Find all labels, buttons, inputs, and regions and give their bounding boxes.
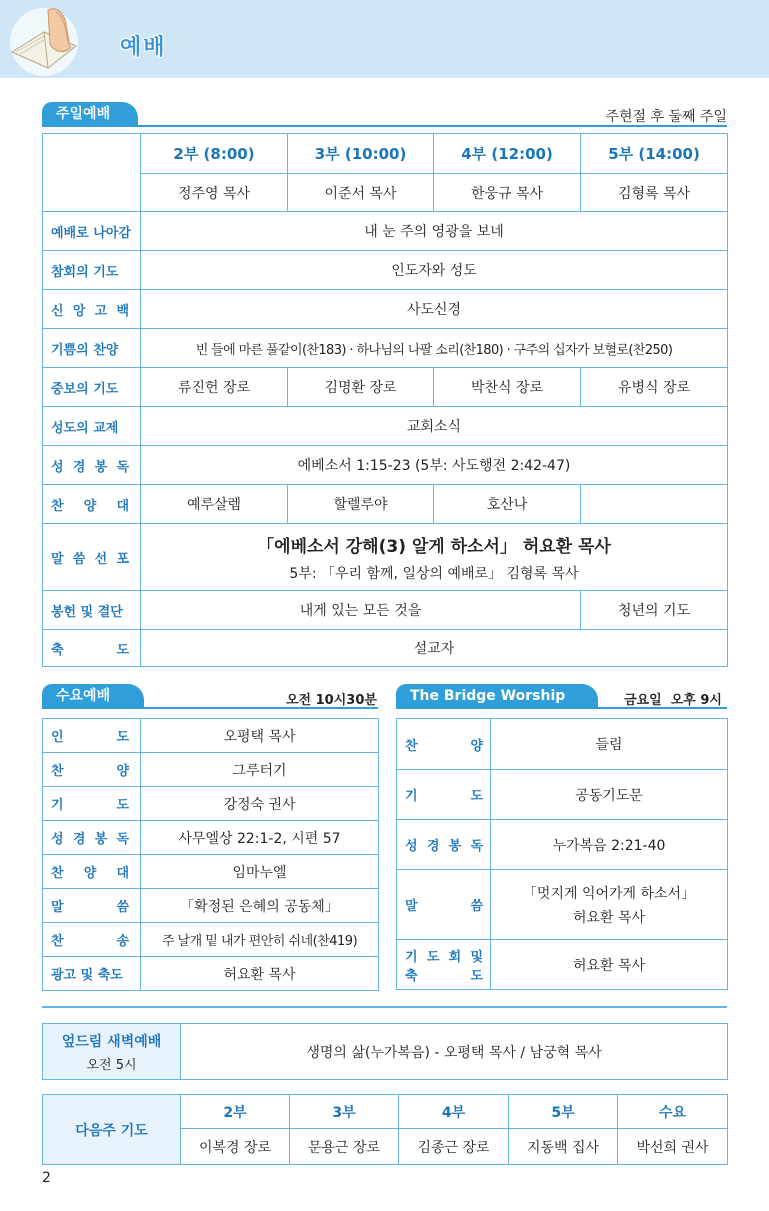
row-label — [43, 524, 141, 591]
row-label — [43, 923, 141, 957]
dawn-worship-table — [42, 1023, 728, 1080]
row-label: 기쁨의 찬양 — [43, 329, 141, 368]
choir-name: 호산나 — [434, 485, 581, 524]
offering-value-2: 청년의 기도 — [581, 591, 728, 630]
confession-value: 인도자와 성도 — [141, 251, 728, 290]
service-time: 4부 (12:00) — [434, 134, 581, 174]
hymn-value: 주 날개 밑 내가 편안히 쉬네(찬419) — [141, 923, 379, 957]
row-label — [397, 719, 491, 770]
row-label: 예배로 나아감 — [43, 212, 141, 251]
row-label — [397, 820, 491, 870]
fellowship-value: 교회소식 — [141, 407, 728, 446]
sermon-label: 말 씀 — [405, 899, 483, 914]
service-time: 5부 (14:00) — [581, 134, 728, 174]
dawn-label-cell — [43, 1024, 181, 1080]
scripture-value: 에베소서 1:15-23 (5부: 사도행전 2:42-47) — [141, 446, 728, 485]
choir-name: 예루살렘 — [141, 485, 288, 524]
scripture-label: 성 경 봉 독 — [405, 839, 483, 854]
prayer-value: 공동기도문 — [491, 770, 728, 820]
praise-label: 찬 양 — [405, 738, 483, 754]
bridge-time: 금요일 오후 9시 — [624, 693, 722, 708]
next-week-label: 다음주 기도 — [43, 1095, 181, 1165]
scripture-value: 사무엘상 22:1-2, 시편 57 — [141, 821, 379, 855]
sermon-speaker: 허요환 목사 — [572, 909, 646, 926]
row-label — [43, 855, 141, 889]
service-pastor: 이준서 목사 — [288, 174, 434, 212]
sunday-worship-table — [42, 133, 728, 667]
service-column: 3부 — [290, 1095, 399, 1129]
service-pastor: 한웅규 목사 — [434, 174, 581, 212]
row-label — [43, 719, 141, 753]
dawn-value: 생명의 삶(누가복음) - 오평택 목사 / 남궁혁 목사 — [181, 1024, 728, 1080]
service-pastor: 김형록 목사 — [581, 174, 728, 212]
row-label: 광고 및 축도 — [43, 957, 141, 991]
bridge-worship-tab: The Bridge Worship — [396, 684, 598, 708]
service-column: 수요 — [618, 1095, 728, 1129]
row-label — [43, 630, 141, 667]
dawn-time: 오전 5시 — [86, 1057, 137, 1073]
section-divider — [42, 1006, 727, 1008]
prayer-leader: 박선희 권사 — [618, 1129, 728, 1165]
row-label — [43, 485, 141, 524]
row-label — [43, 446, 141, 485]
row-label: 봉헌 및 결단 — [43, 591, 141, 630]
hymn-label: 찬 송 — [51, 934, 129, 949]
offering-value: 내게 있는 모든 것을 — [141, 591, 581, 630]
choir-label: 찬 양 대 — [51, 498, 129, 514]
lead-value: 오평택 목사 — [141, 719, 379, 753]
intercession-name: 김명환 장로 — [288, 368, 434, 407]
row-label — [43, 753, 141, 787]
sermon-title: 「에베소서 강해(3) 알게 하소서」 허요환 목사 — [257, 536, 611, 557]
creed-value: 사도신경 — [141, 290, 728, 329]
approach-value: 내 눈 주의 영광을 보네 — [141, 212, 728, 251]
sermon-value: 「확정된 은혜의 공동체」 — [141, 889, 379, 923]
row-label — [397, 770, 491, 820]
benediction-label: 축 도 — [51, 642, 129, 658]
sermon-label: 말 씀 선 포 — [51, 551, 129, 567]
sermon-title: 「멋지게 익어가게 하소서」 — [522, 885, 696, 902]
benediction-value: 허요환 목사 — [491, 940, 728, 990]
lead-label: 인 도 — [51, 730, 129, 745]
row-label — [43, 821, 141, 855]
sunday-subtitle: 주현절 후 둘째 주일 — [605, 109, 727, 125]
prayer-leader: 문용근 장로 — [290, 1129, 399, 1165]
prayer-value: 강정숙 권사 — [141, 787, 379, 821]
row-label: 중보의 기도 — [43, 368, 141, 407]
choir-value: 임마누엘 — [141, 855, 379, 889]
row-label — [43, 889, 141, 923]
scripture-label: 성 경 봉 독 — [51, 459, 129, 475]
service-column: 5부 — [509, 1095, 618, 1129]
prayer-label: 기 도 — [51, 798, 129, 813]
row-label — [43, 290, 141, 329]
next-week-prayer-table — [42, 1094, 728, 1165]
benediction-value: 설교자 — [141, 630, 728, 667]
service-pastor: 정주영 목사 — [141, 174, 288, 212]
row-label: 성도의 교제 — [43, 407, 141, 446]
page-header — [0, 0, 769, 78]
creed-label: 신 앙 고 백 — [51, 303, 129, 319]
wednesday-worship-tab: 수요예배 — [42, 684, 144, 708]
praise-value: 그루터기 — [141, 753, 379, 787]
intercession-name: 류진헌 장로 — [141, 368, 288, 407]
sermon-cell — [141, 524, 728, 591]
bridge-worship-table — [396, 718, 728, 990]
wednesday-worship-table — [42, 718, 379, 991]
page-title: 예배 — [120, 35, 167, 60]
intercession-name: 박찬식 장로 — [434, 368, 581, 407]
praying-hands-bible-icon — [4, 2, 96, 76]
praise-value: 빈 들에 마른 풀같이(찬183) · 하나님의 나팔 소리(찬180) · 구주의 십자가 보혈로(찬250) — [141, 329, 728, 368]
praise-label: 찬 양 — [51, 764, 129, 779]
choir-name — [581, 485, 728, 524]
dawn-title: 엎드림 새벽예배 — [61, 1033, 162, 1050]
service-time: 3부 (10:00) — [288, 134, 434, 174]
prayer-leader: 김종근 장로 — [399, 1129, 509, 1165]
choir-name: 할렐루야 — [288, 485, 434, 524]
empty-corner-cell — [43, 134, 141, 212]
row-label — [397, 870, 491, 940]
sermon-label: 말 씀 — [51, 900, 129, 915]
row-label — [397, 940, 491, 990]
scripture-value: 누가복음 2:21-40 — [491, 820, 728, 870]
prayer-leader: 지동백 집사 — [509, 1129, 618, 1165]
service-column: 4부 — [399, 1095, 509, 1129]
page-number: 2 — [42, 1170, 51, 1186]
choir-label: 찬 양 대 — [51, 866, 129, 881]
praise-value: 들림 — [491, 719, 728, 770]
row-label — [43, 787, 141, 821]
sunday-worship-tab: 주일예배 — [42, 102, 138, 126]
benediction-label: 축 도 — [405, 968, 483, 984]
prayer-leader: 이복경 장로 — [181, 1129, 290, 1165]
prayer-label: 기 도 — [405, 789, 483, 804]
service-column: 2부 — [181, 1095, 290, 1129]
announce-value: 허요환 목사 — [141, 957, 379, 991]
sermon-subtitle: 5부: 「우리 함께, 일상의 예배로」 김형록 목사 — [289, 565, 579, 582]
service-time: 2부 (8:00) — [141, 134, 288, 174]
prayer-meeting-label: 기 도 회 및 — [405, 949, 483, 965]
intercession-name: 유병식 장로 — [581, 368, 728, 407]
wednesday-time: 오전 10시30분 — [286, 693, 377, 708]
scripture-label: 성 경 봉 독 — [51, 832, 129, 847]
sermon-cell — [491, 870, 728, 940]
row-label: 참회의 기도 — [43, 251, 141, 290]
